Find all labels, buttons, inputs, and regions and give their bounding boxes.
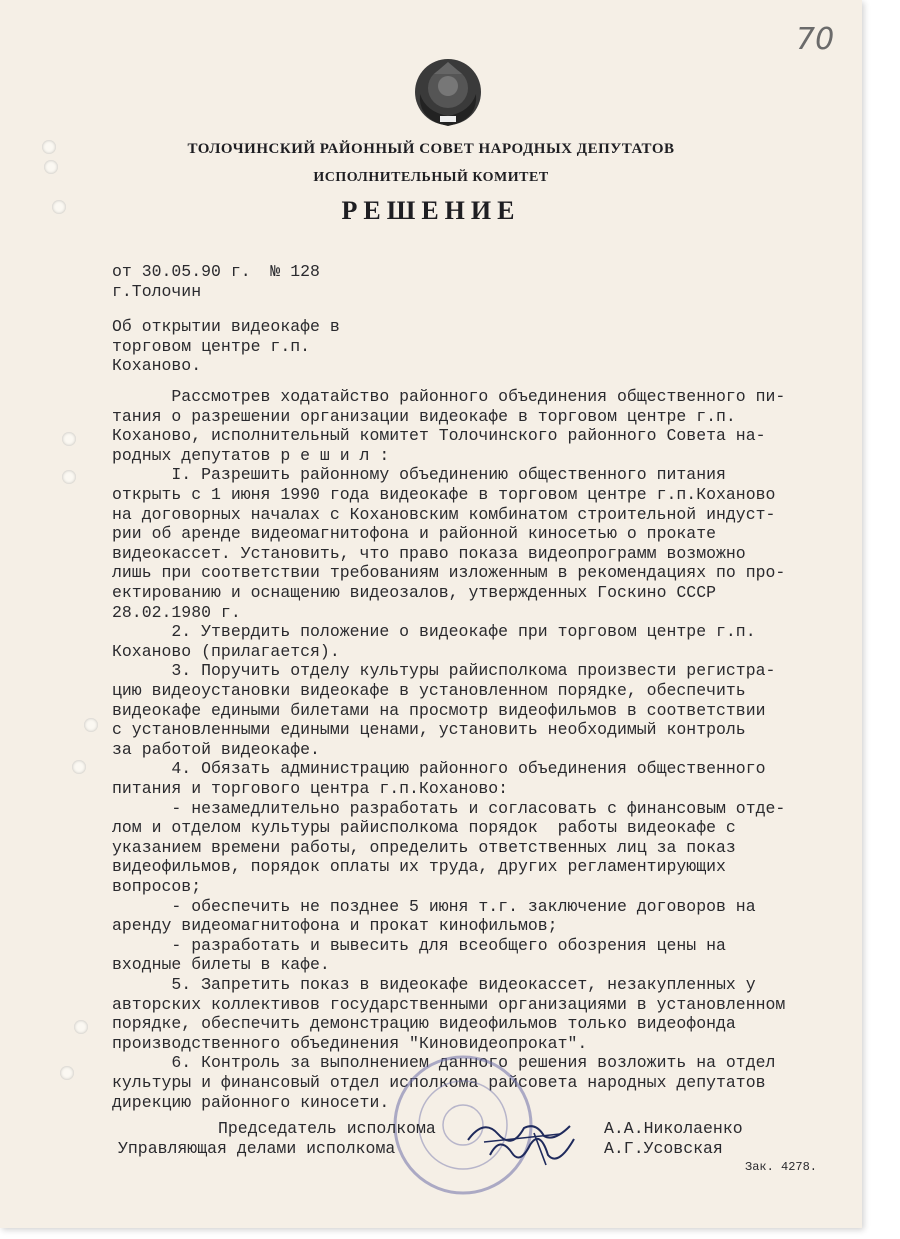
council-heading: ТОЛОЧИНСКИЙ РАЙОННЫЙ СОВЕТ НАРОДНЫХ ДЕПУТАТОВ: [187, 141, 675, 157]
body-line: 3. Поручить отделу культуры райисполкома произвести регистра-: [112, 661, 776, 681]
signature-manager-icon: [484, 1125, 584, 1170]
body-line: аренду видеомагнитофона и прокат кинофильмов;: [112, 916, 558, 936]
body-line: дирекцию районного киносети.: [112, 1092, 390, 1112]
body-line: авторских коллективов государственными организациями в установленном: [112, 994, 786, 1014]
body-line: Коханово, исполнительный комитет Толочинского районного Совета на-: [112, 426, 766, 446]
body-line: Рассмотрев ходатайство районного объединения общественного пи-: [112, 387, 786, 406]
body-line: культуры и финансовый отдел исполкома райсовета народных депутатов: [112, 1073, 766, 1092]
body-line: - разработать и вывесить для всеобщего обозрения цены на: [112, 935, 726, 955]
punch-hole: [74, 1020, 88, 1034]
body-line: тания о разрешении организации видеокафе в торговом центре г.п.: [112, 406, 736, 426]
body-line: видеокафе едиными билетами на просмотр видеофильмов в соответствии: [112, 700, 766, 720]
punch-hole: [62, 470, 76, 484]
signature-role: Управляющая делами исполкома: [118, 1139, 396, 1158]
body-line: видеокассет. Установить, что право показа видеопрограмм возможно: [112, 543, 746, 563]
body-line: входные билеты в кафе.: [112, 955, 330, 975]
body-line: порядке, обеспечить демонстрацию видеофильмов только видеофонда: [112, 1014, 736, 1034]
date-and-number: от 30.05.90 г. № 128: [112, 262, 320, 281]
committee-heading: ИСПОЛНИТЕЛЬНЫЙ КОМИТЕТ: [313, 170, 549, 185]
body-line: лом и отделом культуры райисполкома порядок работы видеокафе с: [112, 818, 736, 838]
page-number: 70: [796, 22, 835, 57]
subject-line: Коханово.: [112, 356, 202, 375]
punch-hole: [62, 432, 76, 446]
body-line: родных депутатов р е ш и л :: [112, 445, 390, 465]
body-line: открыть с 1 июня 1990 года видеокафе в торговом центре г.п.Коханово: [112, 485, 776, 504]
body-line: лишь при соответствии требованиям изложенным в рекомендациях по про-: [112, 563, 786, 583]
body-line: указанием времени работы, определить ответственных лиц за показ: [112, 837, 736, 857]
body-line: с установленными едиными ценами, установить необходимый контроль: [112, 720, 746, 740]
body-line: производственного объединения "Киновидеопрокат".: [112, 1033, 588, 1053]
decision-title: РЕШЕНИЕ: [341, 196, 521, 225]
punch-hole: [72, 760, 86, 774]
body-line: за работой видеокафе.: [112, 739, 320, 759]
place: г.Толочин: [112, 282, 202, 301]
body-line: - обеспечить не позднее 5 июня т.г. заключение договоров на: [112, 896, 756, 916]
body-line: вопросов;: [112, 877, 202, 896]
belarus-ssr-emblem-icon: [410, 54, 486, 130]
body-line: на договорных началах с Кохановским комбинатом строительной индуст-: [112, 504, 776, 524]
body-line: I. Разрешить районному объединению общественного питания: [112, 465, 726, 485]
body-line: 4. Обязать администрацию районного объединения общественного: [112, 759, 766, 779]
body-line: 2. Утвердить положение о видеокафе при торговом центре г.п.: [112, 622, 756, 642]
order-number: Зак. 4278.: [745, 1160, 818, 1174]
body-line: Коханово (прилагается).: [112, 641, 340, 661]
subject-line: Об открытии видеокафе в: [112, 317, 340, 336]
subject-line: торговом центре г.п.: [112, 336, 311, 356]
signature-role: Председатель исполкома: [218, 1119, 436, 1138]
body-line: 28.02.1980 г.: [112, 602, 241, 622]
body-line: видеофильмов, порядок оплаты их труда, других регламентирующих: [112, 857, 726, 877]
body-line: - незамедлительно разработать и согласовать с финансовым отде-: [112, 798, 786, 818]
body-line: ектированию и оснащению видеозалов, утвержденных Госкино СССР: [112, 583, 716, 602]
body-line: рии об аренде видеомагнитофона и районной киносетью о прокате: [112, 524, 716, 544]
body-line: цию видеоустановки видеокафе в установленном порядке, обеспечить: [112, 681, 746, 700]
signature-name: А.Г.Усовская: [604, 1139, 723, 1158]
punch-hole: [84, 718, 98, 732]
body-line: 6. Контроль за выполнением данного решения возложить на отдел: [112, 1053, 776, 1073]
body-line: 5. Запретить показ в видеокафе видеокассет, незакупленных у: [112, 975, 756, 994]
punch-hole: [60, 1066, 74, 1080]
body-line: питания и торгового центра г.п.Коханово:: [112, 779, 509, 798]
signature-name: А.А.Николаенко: [604, 1119, 743, 1138]
